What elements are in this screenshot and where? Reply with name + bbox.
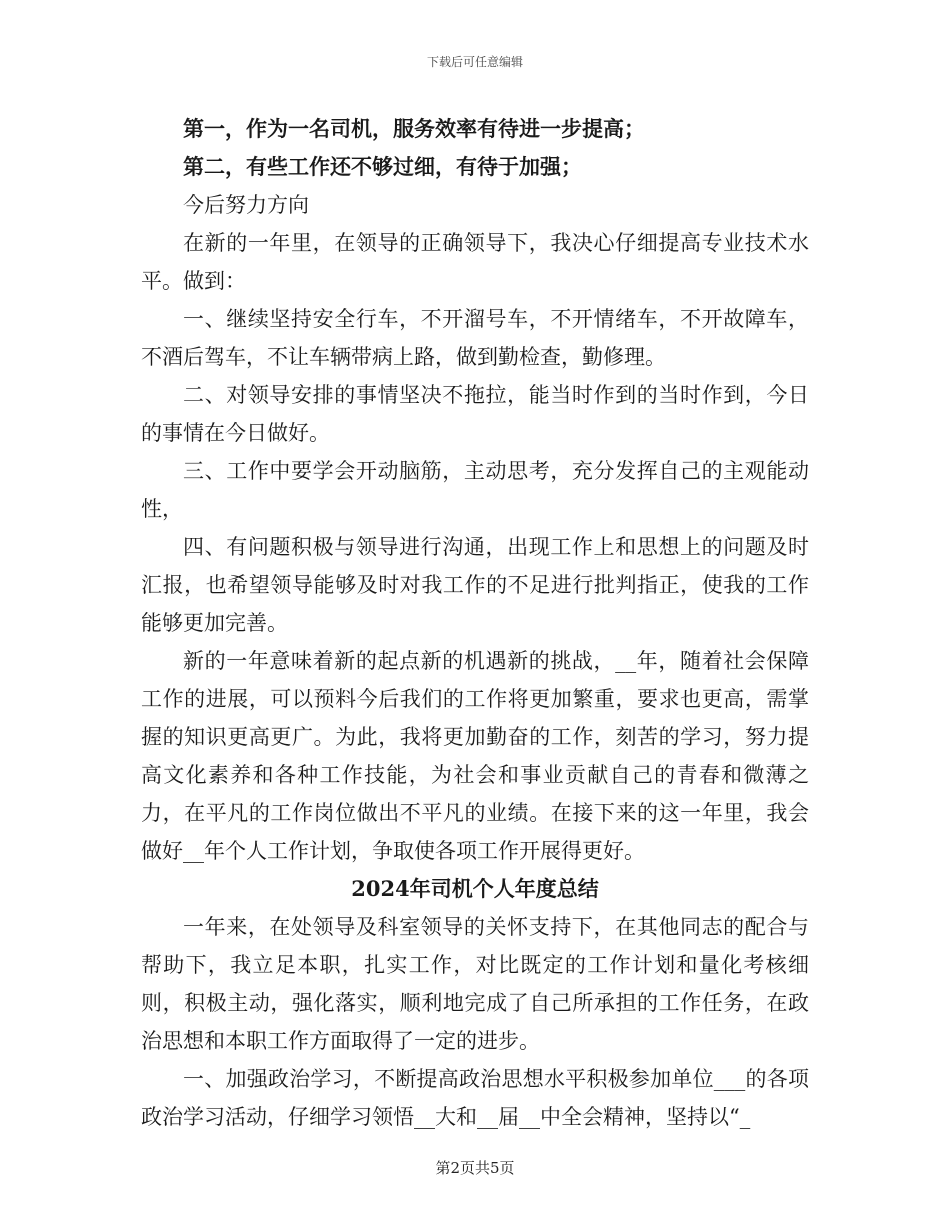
paragraph: 一、加强政治学习，不断提高政治思想水平积极参加单位___的各项政治学习活动，仔细学习领悟__大和__届__中全会精神，坚持以“_ (141, 1067, 809, 1129)
document-body (141, 110, 809, 1136)
paragraph: 一、继续坚持安全行车，不开溜号车，不开情绪车，不开故障车，不酒后驾车，不让车辆带病上路，做到勤检查，勤修理。 (141, 307, 809, 369)
paragraph: 今后努力方向 (183, 193, 309, 217)
paragraph: 三、工作中要学会开动脑筋，主动思考，充分发挥自己的主观能动性， (141, 459, 809, 521)
paragraph: 二、对领导安排的事情坚决不拖拉，能当时作到的当时作到，今日的事情在今日做好。 (141, 383, 809, 445)
paragraph: 在新的一年里，在领导的正确领导下，我决心仔细提高专业技术水平。做到： (141, 231, 809, 293)
page-header: 下载后可任意编辑 (426, 55, 523, 69)
paragraph: 第一，作为一名司机，服务效率有待进一步提高； (183, 116, 645, 141)
page-footer: 第2页共5页 (435, 1159, 515, 1177)
paragraph: 四、有问题积极与领导进行沟通，出现工作上和思想上的问题及时汇报，也希望领导能够及时对我工作的不足进行批判指正，使我的工作能够更加完善。 (141, 535, 809, 635)
paragraph: 第二，有些工作还不够过细，有待于加强； (183, 154, 582, 179)
paragraph: 新的一年意味着新的起点新的机遇新的挑战，__年，随着社会保障工作的进展，可以预料今后我们的工作将更加繁重，要求也更高，需掌握的知识更高更广。为此，我将更加勤奋的工作，刻苦的学习，努力提高文化素养和各种工作技能，为社会和事业贡献自己的青春和微薄之力，在平凡的工作岗位做出不平凡的业绩。在接下来的这一年里，我会做好__年个人工作计划，争取使各项工作开展得更好。 (141, 649, 809, 863)
paragraph: 一年来，在处领导及科室领导的关怀支持下，在其他同志的配合与帮助下，我立足本职，扎实工作，对比既定的工作计划和量化考核细则，积极主动，强化落实，顺利地完成了自己所承担的工作任务，在政治思想和本职工作方面取得了一定的进步。 (141, 915, 809, 1053)
section-title: 2024年司机个人年度总结 (351, 876, 599, 901)
